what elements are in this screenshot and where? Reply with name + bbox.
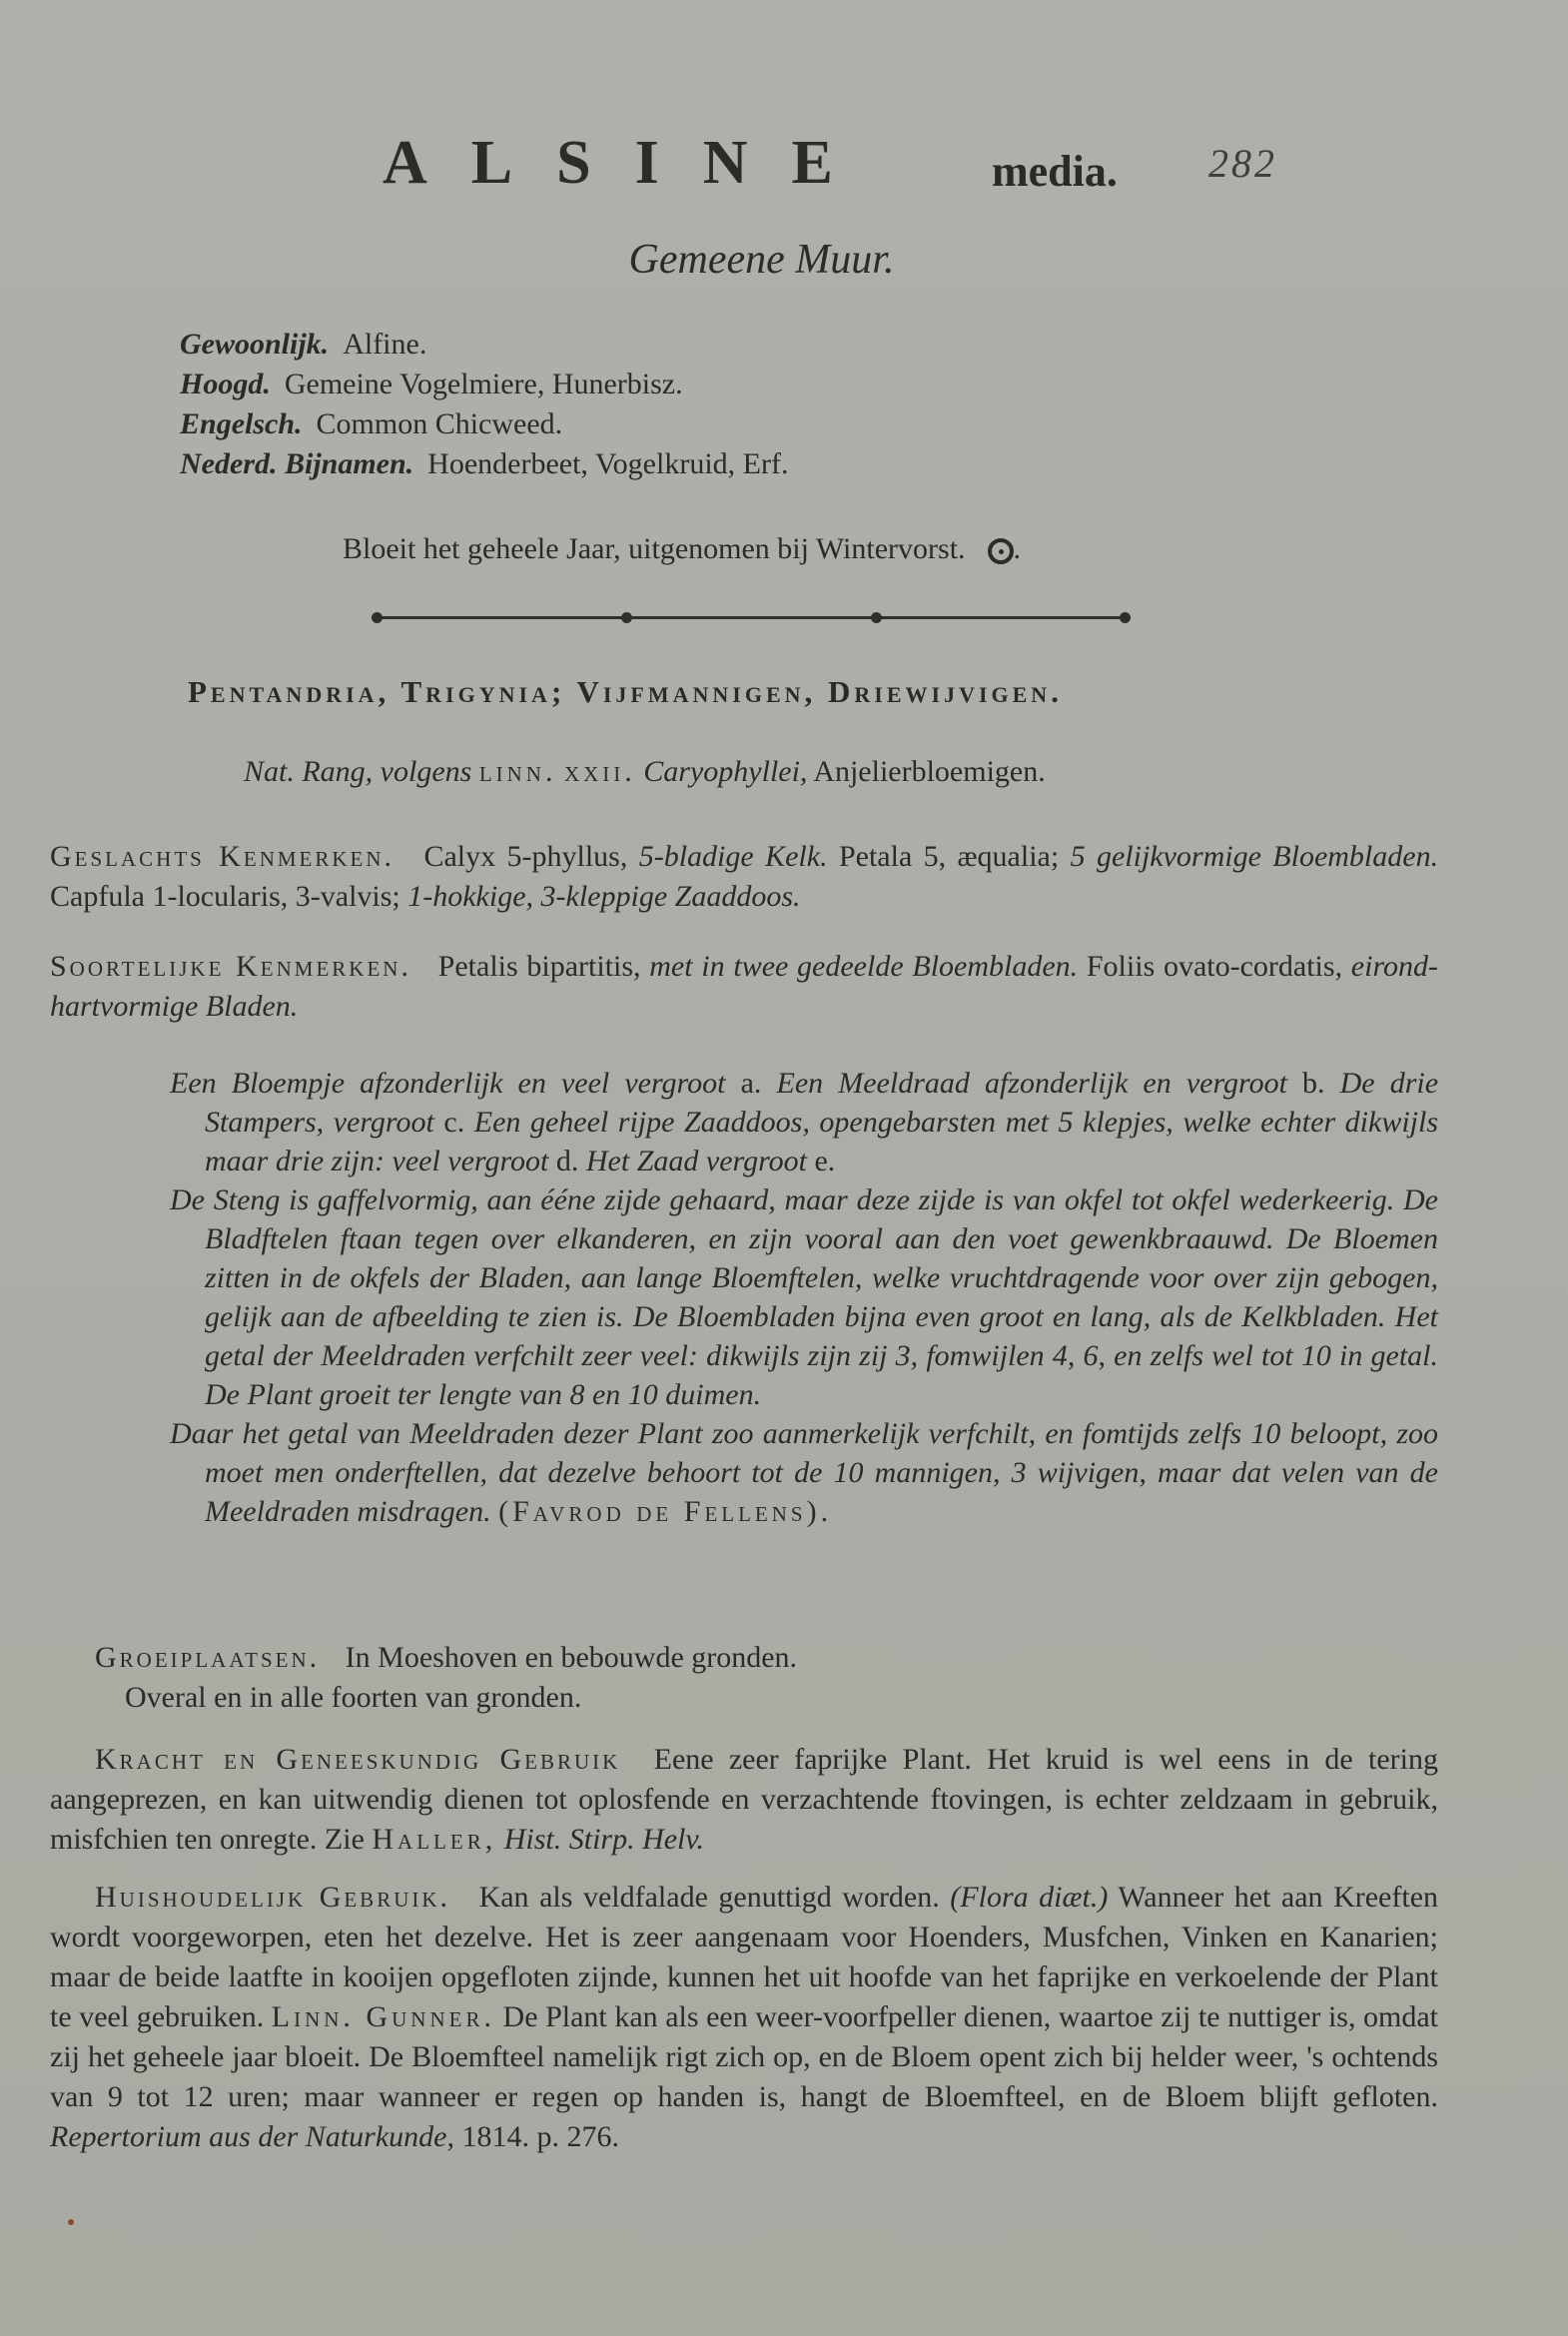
genus-title: ALSINE (383, 129, 877, 197)
name-row (180, 365, 788, 404)
section-label: Geslachts Kenmerken. (50, 840, 395, 873)
household-use: Huishoudelijk Gebruik. Kan als veldfalade genuttigd worden. (Flora diæt.) Wanneer het aan Kreeften wordt voorgeworpen, eten het dezelve. Het is zeer aangenaam voor Hoenders, Musfchen, Vinken en Kanarien; maar de beide laatfte in kooijen opgefloten zijnde, kunnen het uit hoofde van het faprijke en verkoelende der Plant te veel gebruiken. Linn. Gunner. De Plant kan als een weer-voorfpeller dienen, waartoe zij te nuttiger is, omdat zij het geheele jaar bloeit. De Bloemfteel namelijk rigt zich op, en de Bloem opent zich bij helder weer, 's ochtends van 9 tot 12 uren; maar wanneer er regen op handen is, hangt de Bloemfteel, en de Bloem blijft gefloten. Repertorium aus der Naturkunde, 1814. p. 276. (50, 1881, 1439, 2153)
name-value: Common Chicweed. (316, 407, 563, 440)
stamen-note: Daar het getal van Meeldraden dezer Plant zoo aanmerkelijk verfchilt, en fomtijds zelfs 10 beloopt, zoo moet men onderftellen, dat dezelve behoort tot de 10 mannigen, 3 wijvigen, maar dat velen van de Meeldraden misdragen. (Favrod de Fellens). (170, 1417, 1438, 1528)
name-value: Alfine. (343, 328, 427, 361)
name-language: Gewoonlijk. (180, 328, 330, 361)
stem-description: De Steng is gaffelvormig, aan ééne zijde gehaard, maar deze zijde is van okfel tot okfel wederkeerig. De Bladftelen ftaan tegen over elkanderen, en zijn vooral aan den voet gewenkbraauwd. De Bloemen zitten in de okfels der Bladen, aan lange Bloemftelen, welke vruchtdragende voor over zijn gebogen, gelijk aan de afbeelding te zien is. De Bloembladen bijna even groot en lang, als de Kelkbladen. Het getal der Meeldraden verfchilt zeer veel: dikwijls zijn zij 3, fomwijlen 4, 6, en zelfs wel tot 10 in getal. De Plant groeit ter lengte van 8 en 10 duimen. (170, 1183, 1438, 1411)
name-value: Gemeine Vogelmiere, Hunerbisz. (284, 368, 683, 400)
natural-rank (244, 755, 1046, 789)
species-characteristics: Soortelijke Kenmerken. Petalis bipartitis, met in twee gedeelde Bloembladen. Foliis ovato-cordatis, eirond-hartvormige Bladen. (50, 950, 1438, 1023)
common-name: Gemeene Muur. (628, 237, 895, 283)
section-label: Soortelijke Kenmerken. (50, 950, 411, 983)
family-dutch: Anjelierbloemigen. (813, 755, 1046, 788)
nat-rang-label: Nat. Rang, volgens (244, 755, 472, 788)
name-language: Hoogd. (180, 368, 271, 400)
medicinal-use: Kracht en Geneeskundig Gebruik Eene zeer faprijke Plant. Het kruid is wel eens in de tering aangeprezen, en kan uitwendig dienen tot oplosfende en verzachtende ftovingen, is echter zeldzaam in gebruik, misfchien ten onregte. Zie Haller, Hist. Stirp. Helv. (50, 1743, 1438, 1856)
genus-characteristics: Geslachts Kenmerken. Calyx 5-phyllus, 5-bladige Kelk. Petala 5, æqualia; 5 gelijkvormige Bloembladen. Capfula 1-locularis, 3-valvis; 1-hokkige, 3-kleppige Zaaddoos. (50, 840, 1439, 913)
family-latin: Caryophyllei, (643, 755, 808, 788)
rank-number: xxii. (563, 755, 636, 788)
name-row (180, 444, 788, 484)
name-language: Nederd. Bijnamen. (180, 447, 414, 480)
name-value: Hoenderbeet, Vogelkruid, Erf. (427, 447, 789, 480)
ink-spot (68, 2219, 74, 2225)
plate-description (170, 1064, 1438, 1531)
vernacular-names (180, 325, 788, 484)
species-title: media. (992, 147, 1118, 196)
linnaean-classification: Pentandria, Trigynia; Vijfmannigen, Driewijvigen. (188, 674, 1063, 709)
section-label: Kracht en Geneeskundig Gebruik (95, 1743, 621, 1776)
bloom-period: Bloeit het geheele Jaar, uitgenomen bij Wintervorst. . (343, 532, 1022, 565)
habitats: Groeiplaatsen. In Moeshoven en bebouwde gronden. Overal en in alle foorten van gronden. (95, 1641, 798, 1714)
citation: (Favrod de Fellens). (498, 1495, 833, 1528)
figure-legend: Een Bloempje afzonderlijk en veel vergroot a. Een Meeldraad afzonderlijk en vergroot b. De drie Stampers, vergroot c. Een geheel rijpe Zaaddoos, opengebarsten met 5 klepjes, welke echter dikwijls maar drie zijn: veel vergroot d. Het Zaad vergroot e. (170, 1067, 1439, 1177)
ornamental-rule (372, 607, 1131, 627)
title-row (0, 128, 1568, 208)
perennial-symbol-icon (988, 538, 1014, 564)
name-row (180, 404, 788, 444)
section-label: Huishoudelijk Gebruik. (95, 1881, 451, 1914)
name-row (180, 325, 788, 365)
section-label: Groeiplaatsen. (95, 1641, 321, 1674)
bloom-text: Bloeit het geheele Jaar, uitgenomen bij Wintervorst. (343, 532, 966, 565)
name-language: Engelsch. (180, 407, 303, 440)
linn-ref: linn. (478, 755, 557, 788)
handwritten-page-number: 282 (1208, 141, 1277, 186)
